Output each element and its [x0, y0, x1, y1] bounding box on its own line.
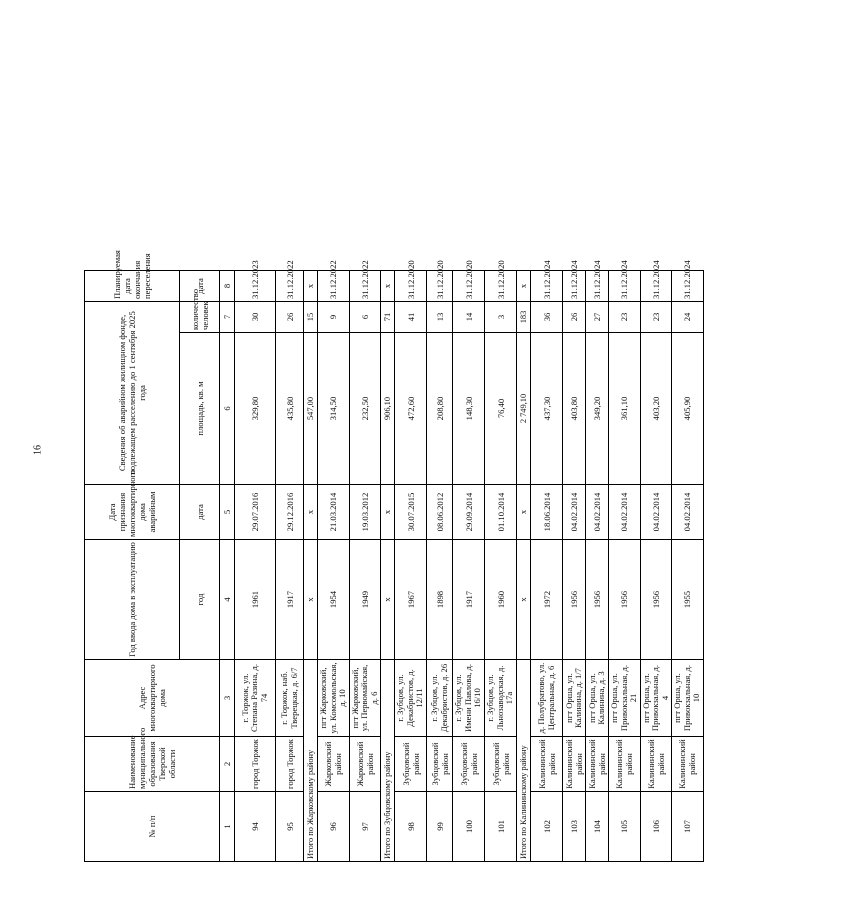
subtotal-date: x [517, 485, 531, 540]
table-row [395, 82, 427, 862]
subtotal-area: 2 749,10 [517, 333, 531, 485]
row-number: 106 [640, 792, 672, 862]
address-cell: г. Зубцов, ул. Декабристов, д. 12/11 [395, 660, 427, 737]
municipality-cell: Зубцовский район [485, 737, 517, 792]
index-cell: 6 [220, 333, 235, 485]
planned-date-cell: 31.12.2024 [586, 271, 609, 302]
area-cell: 405,90 [672, 333, 704, 485]
area-cell: 435,80 [276, 333, 304, 485]
subtotal-year: x [517, 540, 531, 660]
recognition-date-cell: 21.03.2014 [318, 485, 350, 540]
subtotal-label: Итого по Жарковскому району [304, 660, 318, 862]
year-cell: 1898 [427, 540, 453, 660]
emergency-housing-table [84, 81, 704, 862]
area-cell: 232,50 [349, 333, 381, 485]
recognition-date-cell: 04.02.2014 [586, 485, 609, 540]
planned-date-cell: 31.12.2024 [609, 271, 641, 302]
index-cell: 1 [220, 792, 235, 862]
subtotal-row [381, 82, 395, 862]
index-cell: 8 [220, 271, 235, 302]
subheader-date: дата [180, 485, 220, 540]
index-cell: 2 [220, 737, 235, 792]
subtotal-people: 71 [381, 302, 395, 333]
header-row [85, 82, 180, 862]
address-cell: пгт Жарковский, ул. Первомайская, д. 6 [349, 660, 381, 737]
table-row [672, 82, 704, 862]
municipality-cell: Калининский район [563, 737, 586, 792]
area-cell: 403,80 [563, 333, 586, 485]
subtotal-label: Итого по Калининскому району [517, 660, 531, 862]
people-cell: 36 [531, 302, 563, 333]
people-cell: 24 [672, 302, 704, 333]
recognition-date-cell: 19.03.2012 [349, 485, 381, 540]
people-cell: 3 [485, 302, 517, 333]
row-number: 99 [427, 792, 453, 862]
planned-date-cell: 31.12.2020 [453, 271, 485, 302]
recognition-date-cell: 08.06.2012 [427, 485, 453, 540]
area-cell: 329,80 [235, 333, 276, 485]
index-cell: 3 [220, 660, 235, 737]
subheader-area: площадь, кв. м [180, 333, 220, 485]
subtotal-row [304, 82, 318, 862]
address-cell: пгт Орша, ул. Привокзальная, д. 10 [672, 660, 704, 737]
year-cell: 1949 [349, 540, 381, 660]
municipality-cell: Зубцовский район [427, 737, 453, 792]
row-number: 107 [672, 792, 704, 862]
table-row [349, 82, 381, 862]
recognition-date-cell: 04.02.2014 [640, 485, 672, 540]
subtotal-row [517, 82, 531, 862]
year-cell: 1955 [672, 540, 704, 660]
subtotal-area: 547,00 [304, 333, 318, 485]
subtotal-planned: x [304, 271, 318, 302]
row-number: 96 [318, 792, 350, 862]
people-cell: 30 [235, 302, 276, 333]
table-row [235, 82, 276, 862]
year-cell: 1956 [586, 540, 609, 660]
people-cell: 41 [395, 302, 427, 333]
table-row [485, 82, 517, 862]
table-row [318, 82, 350, 862]
row-number: 100 [453, 792, 485, 862]
municipality-cell: Калининский район [531, 737, 563, 792]
municipality-cell: Калининский район [609, 737, 641, 792]
row-number: 104 [586, 792, 609, 862]
address-cell: д. Полубратово, ул. Центральная, д. 6 [531, 660, 563, 737]
row-number: 103 [563, 792, 586, 862]
row-number: 102 [531, 792, 563, 862]
recognition-date-cell: 30.07.2015 [395, 485, 427, 540]
recognition-date-cell: 18.06.2014 [531, 485, 563, 540]
table-row [640, 82, 672, 862]
address-cell: г. Зубцов, ул. Декабристов, д. 26 [427, 660, 453, 737]
header-address: Адрес многоквартирного дома [85, 660, 220, 737]
people-cell: 13 [427, 302, 453, 333]
people-cell: 6 [349, 302, 381, 333]
table-row [453, 82, 485, 862]
subheader-people: количество человек [180, 302, 220, 333]
subtotal-people: 183 [517, 302, 531, 333]
address-cell: г. Торжок, ул. Степана Разина, д. 74 [235, 660, 276, 737]
people-cell: 27 [586, 302, 609, 333]
municipality-cell: Жарковский район [349, 737, 381, 792]
year-cell: 1917 [453, 540, 485, 660]
address-cell: пгт Орша, ул. Привокзальная, д. 21 [609, 660, 641, 737]
subtotal-year: x [381, 540, 395, 660]
planned-date-cell: 31.12.2022 [318, 271, 350, 302]
planned-date-cell: 31.12.2024 [531, 271, 563, 302]
area-cell: 403,20 [640, 333, 672, 485]
year-cell: 1960 [485, 540, 517, 660]
recognition-date-cell: 04.02.2014 [563, 485, 586, 540]
year-cell: 1967 [395, 540, 427, 660]
subtotal-label: Итого по Зубцовскому району [381, 660, 395, 862]
row-number: 97 [349, 792, 381, 862]
municipality-cell: Жарковский район [318, 737, 350, 792]
header-planned: Планируемая дата окончания переселения [85, 271, 180, 302]
planned-date-cell: 31.12.2020 [427, 271, 453, 302]
header-info: Сведения об аварийном жилищном фонде, подлежащем расселению до 1 сентября 2025 года [85, 302, 180, 485]
area-cell: 148,30 [453, 333, 485, 485]
table-row [427, 82, 453, 862]
index-cell: 5 [220, 485, 235, 540]
subheader-year: год [180, 540, 220, 660]
subtotal-planned: x [517, 271, 531, 302]
header-year: Год ввода дома в эксплуатацию [85, 540, 180, 660]
year-cell: 1956 [563, 540, 586, 660]
area-cell: 437,30 [531, 333, 563, 485]
year-cell: 1956 [640, 540, 672, 660]
address-cell: г. Зубцов, ул. Льнозаводская, д. 17а [485, 660, 517, 737]
subtotal-date: x [381, 485, 395, 540]
year-cell: 1961 [235, 540, 276, 660]
planned-date-cell: 31.12.2020 [395, 271, 427, 302]
row-number: 105 [609, 792, 641, 862]
subheader-planned: дата [180, 271, 220, 302]
year-cell: 1972 [531, 540, 563, 660]
year-cell: 1954 [318, 540, 350, 660]
planned-date-cell: 31.12.2023 [235, 271, 276, 302]
planned-date-cell: 31.12.2020 [485, 271, 517, 302]
people-cell: 14 [453, 302, 485, 333]
row-number: 94 [235, 792, 276, 862]
index-cell: 4 [220, 540, 235, 660]
planned-date-cell: 31.12.2022 [276, 271, 304, 302]
header-municipality: Наименование муниципального образования Тверской области [85, 737, 220, 792]
header-recognition-date: Дата признания многоквартирного дома аварийным [85, 485, 180, 540]
subtotal-people: 15 [304, 302, 318, 333]
subtotal-date: x [304, 485, 318, 540]
row-number: 95 [276, 792, 304, 862]
address-cell: пгт Орша, ул. Привокзальная, д. 4 [640, 660, 672, 737]
area-cell: 76,40 [485, 333, 517, 485]
people-cell: 23 [640, 302, 672, 333]
municipality-cell: город Торжок [276, 737, 304, 792]
address-cell: г. Торжок, наб. Тверецкая, д. 6/7 [276, 660, 304, 737]
index-row [220, 82, 235, 862]
address-cell: пгт Орша, ул. Калинина, д. 1/7 [563, 660, 586, 737]
recognition-date-cell: 04.02.2014 [609, 485, 641, 540]
area-cell: 349,20 [586, 333, 609, 485]
municipality-cell: Калининский район [640, 737, 672, 792]
area-cell: 361,10 [609, 333, 641, 485]
rotated-table-wrapper [84, 250, 864, 862]
table-row [563, 82, 586, 862]
address-cell: пгт Жарковский, ул. Комсомольская, д. 10 [318, 660, 350, 737]
table-row [586, 82, 609, 862]
row-number: 101 [485, 792, 517, 862]
page-number: 16 [32, 445, 44, 455]
subtotal-planned: x [381, 271, 395, 302]
year-cell: 1917 [276, 540, 304, 660]
planned-date-cell: 31.12.2024 [672, 271, 704, 302]
area-cell: 472,60 [395, 333, 427, 485]
municipality-cell: город Торжок [235, 737, 276, 792]
index-cell: 7 [220, 302, 235, 333]
header-num: № п/п [85, 792, 220, 862]
municipality-cell: Зубцовский район [395, 737, 427, 792]
people-cell: 26 [563, 302, 586, 333]
table-row [531, 82, 563, 862]
subtotal-year: x [304, 540, 318, 660]
table-row [609, 82, 641, 862]
planned-date-cell: 31.12.2022 [349, 271, 381, 302]
planned-date-cell: 31.12.2024 [640, 271, 672, 302]
recognition-date-cell: 29.07.2016 [235, 485, 276, 540]
planned-date-cell: 31.12.2024 [563, 271, 586, 302]
municipality-cell: Зубцовский район [453, 737, 485, 792]
recognition-date-cell: 29.09.2014 [453, 485, 485, 540]
row-number: 98 [395, 792, 427, 862]
area-cell: 208,80 [427, 333, 453, 485]
recognition-date-cell: 04.02.2014 [672, 485, 704, 540]
recognition-date-cell: 29.12.2016 [276, 485, 304, 540]
address-cell: пгт Орша, ул. Калинина, д. 3 [586, 660, 609, 737]
people-cell: 23 [609, 302, 641, 333]
year-cell: 1956 [609, 540, 641, 660]
address-cell: г. Зубцов, ул. Имени Павлова, д. 16/10 [453, 660, 485, 737]
recognition-date-cell: 01.10.2014 [485, 485, 517, 540]
table-body [85, 82, 704, 862]
subtotal-area: 906,10 [381, 333, 395, 485]
people-cell: 9 [318, 302, 350, 333]
table-row [276, 82, 304, 862]
municipality-cell: Калининский район [672, 737, 704, 792]
area-cell: 314,50 [318, 333, 350, 485]
people-cell: 26 [276, 302, 304, 333]
municipality-cell: Калининский район [586, 737, 609, 792]
